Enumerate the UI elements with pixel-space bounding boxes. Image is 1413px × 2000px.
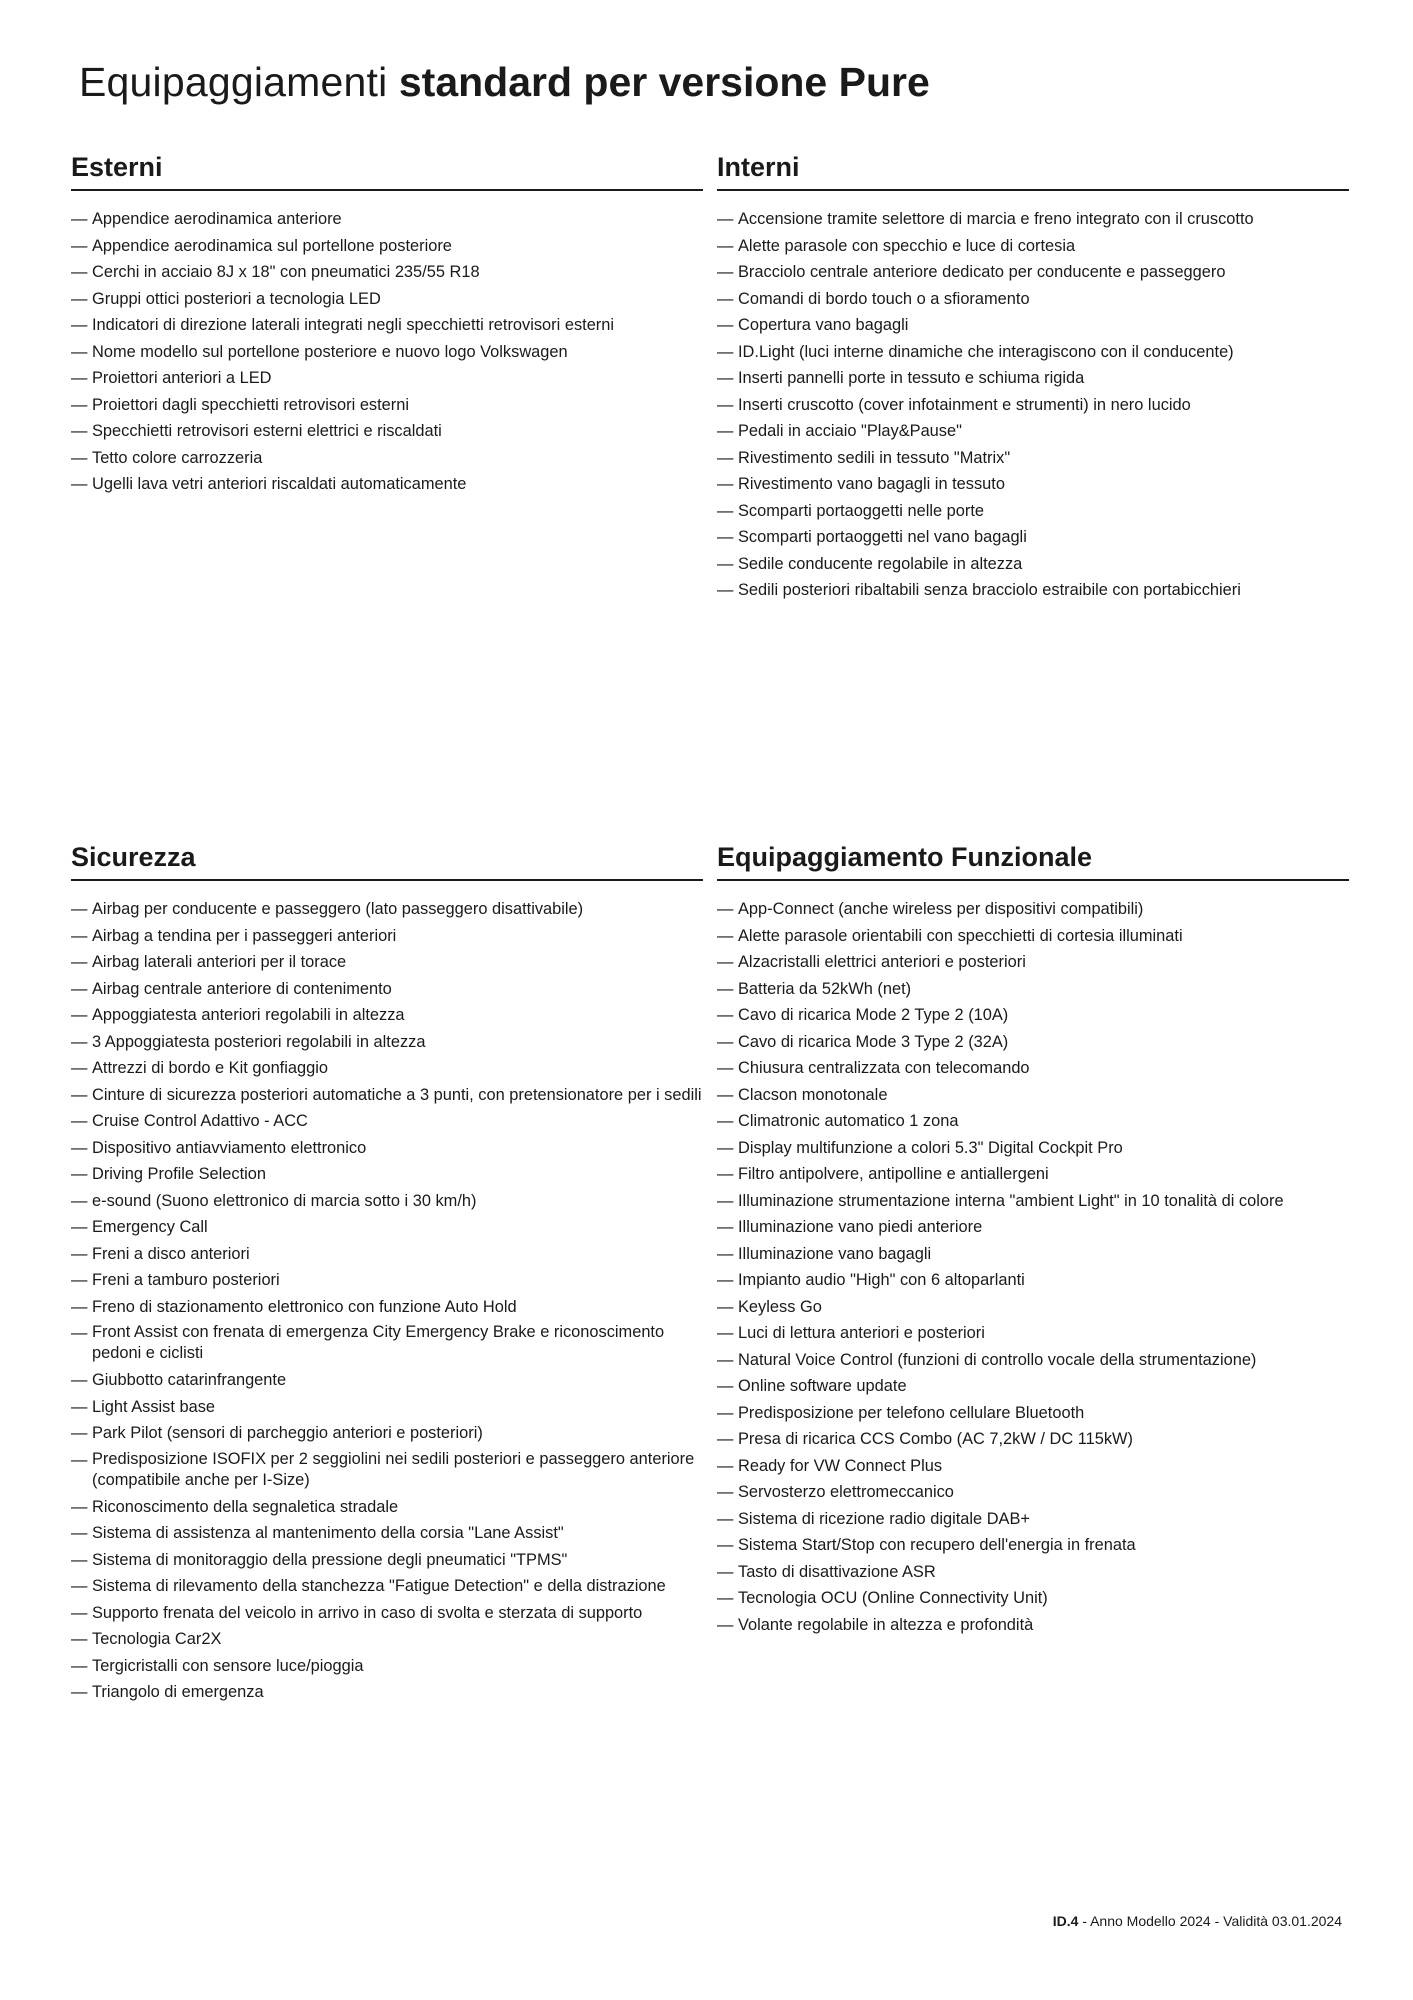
dash-bullet-icon: —: [71, 289, 88, 308]
list-item: [71, 1188, 703, 1215]
list-item: [717, 551, 1349, 578]
list-item-text: Rivestimento sedili in tessuto "Matrix": [738, 448, 1011, 467]
section-heading: Esterni: [71, 148, 703, 191]
list-item-text: Sistema di assistenza al mantenimento della corsia "Lane Assist": [92, 1524, 564, 1542]
dash-bullet-icon: —: [717, 1403, 734, 1422]
dash-bullet-icon: —: [71, 1424, 88, 1442]
list-item-text: Tasto di disattivazione ASR: [738, 1562, 936, 1581]
list-item: [71, 339, 703, 366]
list-item-text: Servosterzo elettromeccanico: [738, 1483, 954, 1501]
footer-validity: - Anno Modello 2024 - Validità 03.01.2024: [1078, 1913, 1342, 1929]
dash-bullet-icon: —: [717, 900, 734, 918]
item-list: [71, 896, 703, 1706]
list-item: [717, 1612, 1349, 1639]
dash-bullet-icon: —: [71, 1244, 88, 1263]
list-item: [717, 286, 1349, 313]
list-item-text: Emergency Call: [92, 1218, 208, 1236]
list-item-text: Volante regolabile in altezza e profondità: [738, 1615, 1034, 1634]
section-funzionale: [717, 838, 1349, 1638]
list-item-text: Indicatori di direzione laterali integrati negli specchietti retrovisori esterni: [92, 316, 615, 334]
list-item-text: Proiettori dagli specchietti retrovisori esterni: [92, 395, 410, 414]
list-item-text: Airbag centrale anteriore di contenimento: [92, 979, 392, 998]
dash-bullet-icon: —: [717, 953, 734, 971]
dash-bullet-icon: —: [717, 1138, 734, 1157]
list-item-text: Supporto frenata del veicolo in arrivo in caso di svolta e sterzata di supporto: [92, 1603, 643, 1622]
dash-bullet-icon: —: [717, 1297, 734, 1316]
list-item: [71, 896, 703, 923]
dash-bullet-icon: —: [717, 1377, 734, 1395]
list-item: [71, 286, 703, 313]
list-item: [717, 259, 1349, 286]
list-item-text: Dispositivo antiavviamento elettronico: [92, 1138, 367, 1157]
list-item: [71, 206, 703, 233]
dash-bullet-icon: —: [71, 1218, 88, 1236]
item-list: [717, 206, 1349, 604]
list-item-text: Tetto colore carrozzeria: [92, 448, 263, 467]
list-item: [71, 1494, 703, 1521]
list-item-text: Freni a tamburo posteriori: [92, 1271, 280, 1289]
dash-bullet-icon: —: [717, 395, 734, 414]
dash-bullet-icon: —: [71, 1085, 88, 1104]
dash-bullet-icon: —: [71, 1112, 88, 1130]
dash-bullet-icon: —: [717, 1456, 734, 1475]
list-item-text: Front Assist con frenata di emergenza City Emergency Brake e riconoscimento pedoni e ciclisti: [92, 1323, 665, 1362]
page-title: [79, 56, 930, 108]
list-item-text: Riconoscimento della segnaletica stradale: [92, 1497, 399, 1516]
list-item-text: Airbag laterali anteriori per il torace: [92, 953, 347, 971]
list-item-text: Rivestimento vano bagagli in tessuto: [738, 475, 1005, 493]
list-item-text: Freni a disco anteriori: [92, 1244, 250, 1263]
list-item: [71, 1394, 703, 1421]
list-item: [71, 1294, 703, 1321]
list-item: [717, 1479, 1349, 1506]
list-item-text: Pedali in acciaio "Play&Pause": [738, 422, 962, 440]
list-item-text: Sedile conducente regolabile in altezza: [738, 554, 1023, 573]
dash-bullet-icon: —: [717, 475, 734, 493]
dash-bullet-icon: —: [717, 979, 734, 998]
list-item: [71, 1320, 703, 1367]
list-item: [71, 1002, 703, 1029]
list-item-text: Sistema di ricezione radio digitale DAB+: [738, 1509, 1030, 1528]
dash-bullet-icon: —: [717, 1562, 734, 1581]
list-item: [717, 1135, 1349, 1162]
dash-bullet-icon: —: [71, 448, 88, 467]
list-item: [71, 1161, 703, 1188]
dash-bullet-icon: —: [717, 1218, 734, 1236]
list-item-text: Light Assist base: [92, 1397, 216, 1416]
list-item-text: Natural Voice Control (funzioni di controllo vocale della strumentazione): [738, 1350, 1257, 1369]
list-item-text: 3 Appoggiatesta posteriori regolabili in altezza: [92, 1032, 426, 1051]
list-item-text: Illuminazione vano bagagli: [738, 1244, 932, 1263]
list-item-text: Proiettori anteriori a LED: [92, 369, 272, 387]
list-item-text: Inserti cruscotto (cover infotainment e strumenti) in nero lucido: [738, 395, 1191, 414]
list-item: [717, 1294, 1349, 1321]
list-item: [717, 1241, 1349, 1268]
list-item-text: Sedili posteriori ribaltabili senza bracciolo estraibile con portabicchieri: [738, 581, 1241, 599]
list-item-text: Nome modello sul portellone posteriore e nuovo logo Volkswagen: [92, 342, 568, 361]
list-item-text: Gruppi ottici posteriori a tecnologia LED: [92, 289, 381, 308]
dash-bullet-icon: —: [71, 210, 88, 228]
list-item-text: Cerchi in acciaio 8J x 18" con pneumatici 235/55 R18: [92, 263, 480, 281]
list-item-text: Airbag per conducente e passeggero (lato passeggero disattivabile): [92, 900, 584, 918]
list-item-text: App-Connect (anche wireless per dispositivi compatibili): [738, 900, 1144, 918]
list-item: [717, 339, 1349, 366]
dash-bullet-icon: —: [71, 395, 88, 414]
dash-bullet-icon: —: [71, 1371, 88, 1389]
list-item-text: Triangolo di emergenza: [92, 1683, 264, 1701]
list-item-text: Cavo di ricarica Mode 3 Type 2 (32A): [738, 1032, 1009, 1051]
list-item-text: Tecnologia Car2X: [92, 1630, 222, 1648]
dash-bullet-icon: —: [71, 1450, 88, 1469]
list-item: [71, 923, 703, 950]
list-item-text: e-sound (Suono elettronico di marcia sotto i 30 km/h): [92, 1191, 477, 1210]
list-item-text: Specchietti retrovisori esterni elettrici e riscaldati: [92, 422, 442, 440]
dash-bullet-icon: —: [71, 1630, 88, 1648]
list-item: [717, 1267, 1349, 1294]
list-item: [71, 233, 703, 260]
dash-bullet-icon: —: [71, 1397, 88, 1416]
list-item-text: Scomparti portaoggetti nel vano bagagli: [738, 528, 1027, 546]
list-item: [717, 577, 1349, 604]
list-item: [717, 1532, 1349, 1559]
dash-bullet-icon: —: [71, 1603, 88, 1622]
list-item-text: Bracciolo centrale anteriore dedicato per conducente e passeggero: [738, 263, 1226, 281]
dash-bullet-icon: —: [717, 448, 734, 467]
dash-bullet-icon: —: [71, 900, 88, 918]
list-item: [71, 1653, 703, 1680]
dash-bullet-icon: —: [717, 1244, 734, 1263]
list-item: [71, 1547, 703, 1574]
dash-bullet-icon: —: [71, 1138, 88, 1157]
dash-bullet-icon: —: [71, 926, 88, 945]
list-item-text: Appoggiatesta anteriori regolabili in altezza: [92, 1006, 405, 1024]
dash-bullet-icon: —: [717, 1589, 734, 1607]
dash-bullet-icon: —: [71, 342, 88, 361]
dash-bullet-icon: —: [717, 554, 734, 573]
list-item-text: Predisposizione per telefono cellulare Bluetooth: [738, 1403, 1085, 1422]
dash-bullet-icon: —: [717, 289, 734, 308]
list-item-text: Appendice aerodinamica sul portellone posteriore: [92, 236, 452, 255]
list-item: [717, 1082, 1349, 1109]
dash-bullet-icon: —: [717, 1085, 734, 1104]
list-item: [717, 392, 1349, 419]
list-item: [71, 1055, 703, 1082]
list-item: [717, 949, 1349, 976]
list-item: [71, 1520, 703, 1547]
section-sicurezza: [71, 838, 703, 1706]
list-item: [71, 1082, 703, 1109]
list-item: [71, 1600, 703, 1627]
dash-bullet-icon: —: [717, 236, 734, 255]
list-item-text: Sistema di monitoraggio della pressione degli pneumatici "TPMS": [92, 1550, 568, 1569]
list-item: [71, 471, 703, 498]
list-item-text: Illuminazione strumentazione interna "ambient Light" in 10 tonalità di colore: [738, 1191, 1284, 1210]
list-item: [71, 418, 703, 445]
dash-bullet-icon: —: [717, 1059, 734, 1077]
list-item: [71, 949, 703, 976]
list-item: [717, 498, 1349, 525]
list-item: [717, 418, 1349, 445]
list-item-text: Cavo di ricarica Mode 2 Type 2 (10A): [738, 1006, 1009, 1024]
dash-bullet-icon: —: [71, 369, 88, 387]
dash-bullet-icon: —: [71, 1324, 88, 1342]
list-item-text: Accensione tramite selettore di marcia e freno integrato con il cruscotto: [738, 210, 1254, 228]
list-item-text: Keyless Go: [738, 1297, 822, 1316]
list-item: [71, 1029, 703, 1056]
dash-bullet-icon: —: [717, 369, 734, 387]
dash-bullet-icon: —: [717, 528, 734, 546]
list-item: [717, 1400, 1349, 1427]
dash-bullet-icon: —: [717, 1483, 734, 1501]
dash-bullet-icon: —: [71, 953, 88, 971]
dash-bullet-icon: —: [71, 1524, 88, 1542]
dash-bullet-icon: —: [717, 581, 734, 599]
page-title-light: Equipaggiamenti: [79, 59, 388, 105]
list-item-text: Display multifunzione a colori 5.3" Digital Cockpit Pro: [738, 1138, 1123, 1157]
footer: [1053, 1913, 1342, 1929]
list-item-text: Copertura vano bagagli: [738, 316, 909, 334]
dash-bullet-icon: —: [71, 979, 88, 998]
dash-bullet-icon: —: [717, 1112, 734, 1130]
section-interni: [717, 148, 1349, 604]
dash-bullet-icon: —: [71, 1683, 88, 1701]
list-item-text: Ugelli lava vetri anteriori riscaldati automaticamente: [92, 475, 467, 493]
list-item: [717, 923, 1349, 950]
list-item-text: Sistema di rilevamento della stanchezza "Fatigue Detection" e della distrazione: [92, 1577, 666, 1595]
dash-bullet-icon: —: [717, 1165, 734, 1183]
list-item-text: Tecnologia OCU (Online Connectivity Unit): [738, 1589, 1048, 1607]
dash-bullet-icon: —: [717, 210, 734, 228]
section-esterni: [71, 148, 703, 498]
list-item: [71, 1214, 703, 1241]
dash-bullet-icon: —: [717, 1271, 734, 1289]
list-item: [71, 1135, 703, 1162]
dash-bullet-icon: —: [717, 1430, 734, 1448]
footer-model: ID.4: [1052, 1913, 1079, 1929]
list-item: [71, 1241, 703, 1268]
list-item-text: Presa di ricarica CCS Combo (AC 7,2kW / DC 115kW): [738, 1430, 1133, 1448]
list-item-text: Cruise Control Adattivo - ACC: [92, 1112, 308, 1130]
list-item-text: Comandi di bordo touch o a sfioramento: [738, 289, 1030, 308]
dash-bullet-icon: —: [717, 316, 734, 334]
dash-bullet-icon: —: [71, 1059, 88, 1077]
list-item-text: Cinture di sicurezza posteriori automatiche a 3 punti, con pretensionatore per i sedili: [92, 1085, 702, 1104]
list-item-text: Filtro antipolvere, antipolline e antiallergeni: [738, 1165, 1049, 1183]
list-item: [717, 1373, 1349, 1400]
list-item-text: Climatronic automatico 1 zona: [738, 1112, 959, 1130]
list-item: [71, 1108, 703, 1135]
list-item: [717, 1453, 1349, 1480]
list-item: [717, 1506, 1349, 1533]
dash-bullet-icon: —: [71, 316, 88, 334]
dash-bullet-icon: —: [71, 1550, 88, 1569]
item-list: [717, 896, 1349, 1638]
list-item-text: Driving Profile Selection: [92, 1165, 266, 1183]
list-item: [717, 206, 1349, 233]
list-item-text: Airbag a tendina per i passeggeri anteriori: [92, 926, 397, 945]
dash-bullet-icon: —: [717, 422, 734, 440]
list-item-text: Appendice aerodinamica anteriore: [92, 210, 342, 228]
list-item: [717, 445, 1349, 472]
list-item-text: Attrezzi di bordo e Kit gonfiaggio: [92, 1059, 328, 1077]
dash-bullet-icon: —: [717, 1350, 734, 1369]
list-item-text: Predisposizione ISOFIX per 2 seggiolini nei sedili posteriori e passeggero anteriore (compatibile anche per I-Size): [92, 1449, 695, 1489]
list-item: [717, 1029, 1349, 1056]
list-item: [717, 233, 1349, 260]
list-item-text: Giubbotto catarinfrangente: [92, 1371, 287, 1389]
list-item: [71, 976, 703, 1003]
list-item: [71, 1447, 703, 1494]
list-item-text: Clacson monotonale: [738, 1085, 888, 1104]
list-item: [71, 392, 703, 419]
dash-bullet-icon: —: [717, 342, 734, 361]
list-item: [717, 1055, 1349, 1082]
list-item-text: Sistema Start/Stop con recupero dell'energia in frenata: [738, 1536, 1136, 1554]
list-item: [717, 976, 1349, 1003]
dash-bullet-icon: —: [717, 1536, 734, 1554]
dash-bullet-icon: —: [71, 1271, 88, 1289]
list-item: [717, 1426, 1349, 1453]
dash-bullet-icon: —: [717, 1615, 734, 1634]
dash-bullet-icon: —: [717, 1191, 734, 1210]
list-item: [71, 1367, 703, 1394]
list-item: [71, 259, 703, 286]
list-item: [717, 1161, 1349, 1188]
list-item-text: Alette parasole orientabili con specchietti di cortesia illuminati: [738, 926, 1183, 945]
list-item-text: Alzacristalli elettrici anteriori e posteriori: [738, 953, 1026, 971]
item-list: [71, 206, 703, 498]
dash-bullet-icon: —: [71, 1497, 88, 1516]
list-item: [71, 1626, 703, 1653]
dash-bullet-icon: —: [71, 1577, 88, 1595]
list-item-text: Alette parasole con specchio e luce di cortesia: [738, 236, 1076, 255]
list-item: [717, 365, 1349, 392]
dash-bullet-icon: —: [717, 263, 734, 281]
list-item-text: Inserti pannelli porte in tessuto e schiuma rigida: [738, 369, 1085, 387]
list-item: [717, 471, 1349, 498]
list-item-text: Tergicristalli con sensore luce/pioggia: [92, 1656, 364, 1675]
dash-bullet-icon: —: [717, 926, 734, 945]
dash-bullet-icon: —: [71, 236, 88, 255]
dash-bullet-icon: —: [71, 1006, 88, 1024]
list-item: [717, 1559, 1349, 1586]
list-item: [717, 1214, 1349, 1241]
dash-bullet-icon: —: [71, 1297, 88, 1316]
list-item: [717, 896, 1349, 923]
list-item-text: Illuminazione vano piedi anteriore: [738, 1218, 983, 1236]
dash-bullet-icon: —: [71, 1165, 88, 1183]
list-item-text: Impianto audio "High" con 6 altoparlanti: [738, 1271, 1025, 1289]
list-item-text: Park Pilot (sensori di parcheggio anteriori e posteriori): [92, 1424, 483, 1442]
list-item-text: ID.Light (luci interne dinamiche che interagiscono con il conducente): [738, 342, 1234, 361]
list-item: [717, 1108, 1349, 1135]
list-item: [717, 1347, 1349, 1374]
dash-bullet-icon: —: [717, 1324, 734, 1342]
list-item: [71, 1267, 703, 1294]
list-item: [717, 312, 1349, 339]
list-item: [71, 445, 703, 472]
dash-bullet-icon: —: [717, 1006, 734, 1024]
list-item-text: Scomparti portaoggetti nelle porte: [738, 501, 985, 520]
dash-bullet-icon: —: [717, 1032, 734, 1051]
list-item-text: Chiusura centralizzata con telecomando: [738, 1059, 1030, 1077]
list-item: [71, 1420, 703, 1447]
list-item-text: Online software update: [738, 1377, 907, 1395]
list-item: [717, 1188, 1349, 1215]
dash-bullet-icon: —: [717, 1509, 734, 1528]
list-item: [71, 1679, 703, 1706]
dash-bullet-icon: —: [71, 422, 88, 440]
list-item: [71, 1573, 703, 1600]
list-item-text: Ready for VW Connect Plus: [738, 1456, 943, 1475]
list-item: [71, 365, 703, 392]
list-item-text: Luci di lettura anteriori e posteriori: [738, 1324, 985, 1342]
dash-bullet-icon: —: [71, 475, 88, 493]
page-title-bold: standard per versione Pure: [398, 59, 930, 105]
list-item: [71, 312, 703, 339]
list-item-text: Batteria da 52kWh (net): [738, 979, 912, 998]
dash-bullet-icon: —: [71, 1191, 88, 1210]
dash-bullet-icon: —: [71, 1032, 88, 1051]
dash-bullet-icon: —: [717, 501, 734, 520]
dash-bullet-icon: —: [71, 1656, 88, 1675]
list-item-text: Freno di stazionamento elettronico con funzione Auto Hold: [92, 1297, 517, 1316]
section-heading: Sicurezza: [71, 838, 703, 881]
list-item: [717, 1585, 1349, 1612]
list-item: [717, 1002, 1349, 1029]
list-item: [717, 1320, 1349, 1347]
list-item: [717, 524, 1349, 551]
section-heading: Interni: [717, 148, 1349, 191]
section-heading: Equipaggiamento Funzionale: [717, 838, 1349, 881]
dash-bullet-icon: —: [71, 263, 88, 281]
